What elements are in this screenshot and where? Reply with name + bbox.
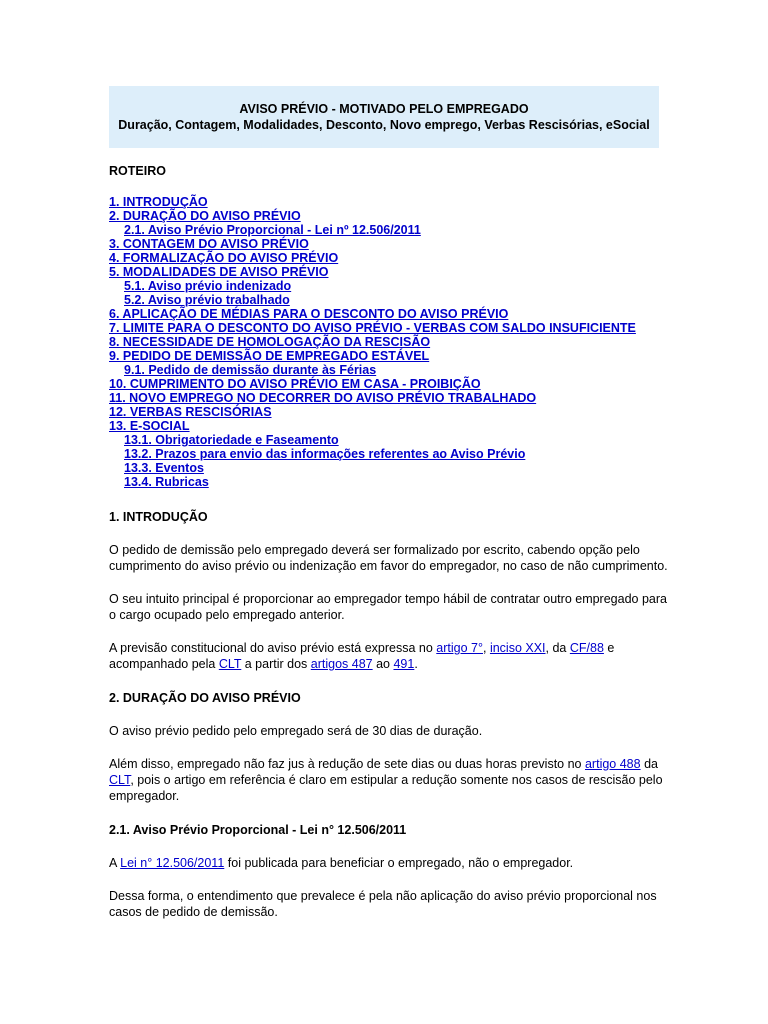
toc-link[interactable]: 7. LIMITE PARA O DESCONTO DO AVISO PRÉVIO - VERBAS COM SALDO INSUFICIENTE <box>109 321 636 335</box>
document-content <box>109 163 669 920</box>
link-clt[interactable]: CLT <box>109 773 131 787</box>
link-artigo-7[interactable]: artigo 7° <box>436 641 483 655</box>
toc-link[interactable]: 5.2. Aviso prévio trabalhado <box>124 293 290 307</box>
link-lei-12506[interactable]: Lei n° 12.506/2011 <box>120 856 225 870</box>
roteiro-heading: ROTEIRO <box>109 164 166 178</box>
toc-link[interactable]: 9. PEDIDO DE DEMISSÃO DE EMPREGADO ESTÁVEL <box>109 349 430 363</box>
toc-link[interactable]: 4. FORMALIZAÇÃO DO AVISO PRÉVIO <box>109 251 339 265</box>
toc-link[interactable]: 9.1. Pedido de demissão durante às Férias <box>124 363 377 377</box>
link-artigo-488[interactable]: artigo 488 <box>584 757 641 771</box>
toc-link[interactable]: 5. MODALIDADES DE AVISO PRÉVIO <box>109 265 329 279</box>
link-clt[interactable]: CLT <box>218 657 242 671</box>
toc-link[interactable]: 3. CONTAGEM DO AVISO PRÉVIO <box>109 237 309 251</box>
table-of-contents <box>109 195 669 489</box>
link-inciso-xxi[interactable]: inciso XXI <box>489 641 546 655</box>
link-artigos-487[interactable]: artigos 487 <box>310 657 373 671</box>
section-1-title: 1. INTRODUÇÃO <box>109 510 208 524</box>
document-subtitle: Duração, Contagem, Modalidades, Desconto, Novo emprego, Verbas Rescisórias, eSocial <box>118 118 650 132</box>
toc-link[interactable]: 12. VERBAS RESCISÓRIAS <box>109 405 272 419</box>
section-2-paragraph: O aviso prévio pedido pelo empregado será de 30 dias de duração. <box>109 724 483 738</box>
section-2-1-paragraph: A Lei n° 12.506/2011 foi publicada para beneficiar o empregado, não o empregador. <box>109 856 574 870</box>
toc-link[interactable]: 13.3. Eventos <box>124 461 204 475</box>
toc-link[interactable]: 11. NOVO EMPREGO NO DECORRER DO AVISO PRÉVIO TRABALHADO <box>109 391 537 405</box>
link-cf88[interactable]: CF/88 <box>569 641 604 655</box>
section-1-paragraph: O pedido de demissão pelo empregado deverá ser formalizado por escrito, cabendo opção pelo cumprimento do aviso prévio ou indenização em favor do empregador, no caso de não cumprimento. <box>109 543 668 573</box>
document-header <box>109 86 659 148</box>
section-2-paragraph: Além disso, empregado não faz jus à redução de sete dias ou duas horas previsto no artigo 488 da CLT, pois o artigo em referência é claro em estipular a redução somente nos casos de rescisão pelo empregador. <box>109 757 663 803</box>
toc-link[interactable]: 2.1. Aviso Prévio Proporcional - Lei nº 12.506/2011 <box>124 223 421 237</box>
toc-link[interactable]: 2. DURAÇÃO DO AVISO PRÉVIO <box>109 209 301 223</box>
section-1-paragraph: O seu intuito principal é proporcionar ao empregador tempo hábil de contratar outro empregado para o cargo ocupado pelo empregado anterior. <box>109 592 667 622</box>
toc-link[interactable]: 13. E-SOCIAL <box>109 419 190 433</box>
section-2-1-title: 2.1. Aviso Prévio Proporcional - Lei n° 12.506/2011 <box>109 823 407 837</box>
section-2-title: 2. DURAÇÃO DO AVISO PRÉVIO <box>109 691 301 705</box>
toc-link[interactable]: 8. NECESSIDADE DE HOMOLOGAÇÃO DA RESCISÃO <box>109 335 431 349</box>
document-title: AVISO PRÉVIO - MOTIVADO PELO EMPREGADO <box>239 102 529 116</box>
section-1-paragraph: A previsão constitucional do aviso prévio está expressa no artigo 7°, inciso XXI, da CF/88 e acompanhado pela CLT a partir dos artigos 487 ao 491. <box>109 641 615 671</box>
toc-link[interactable]: 6. APLICAÇÃO DE MÉDIAS PARA O DESCONTO DO AVISO PRÉVIO <box>109 307 509 321</box>
toc-link[interactable]: 13.2. Prazos para envio das informações referentes ao Aviso Prévio <box>124 447 526 461</box>
toc-link[interactable]: 13.1. Obrigatoriedade e Faseamento <box>124 433 339 447</box>
link-491[interactable]: 491 <box>393 657 415 671</box>
toc-link[interactable]: 5.1. Aviso prévio indenizado <box>124 279 292 293</box>
toc-link[interactable]: 1. INTRODUÇÃO <box>109 195 208 209</box>
section-2-1-paragraph: Dessa forma, o entendimento que prevalece é pela não aplicação do aviso prévio proporcional nos casos de pedido de demissão. <box>109 889 657 919</box>
toc-link[interactable]: 13.4. Rubricas <box>124 475 209 489</box>
toc-link[interactable]: 10. CUMPRIMENTO DO AVISO PRÉVIO EM CASA - PROIBIÇÃO <box>109 377 481 391</box>
